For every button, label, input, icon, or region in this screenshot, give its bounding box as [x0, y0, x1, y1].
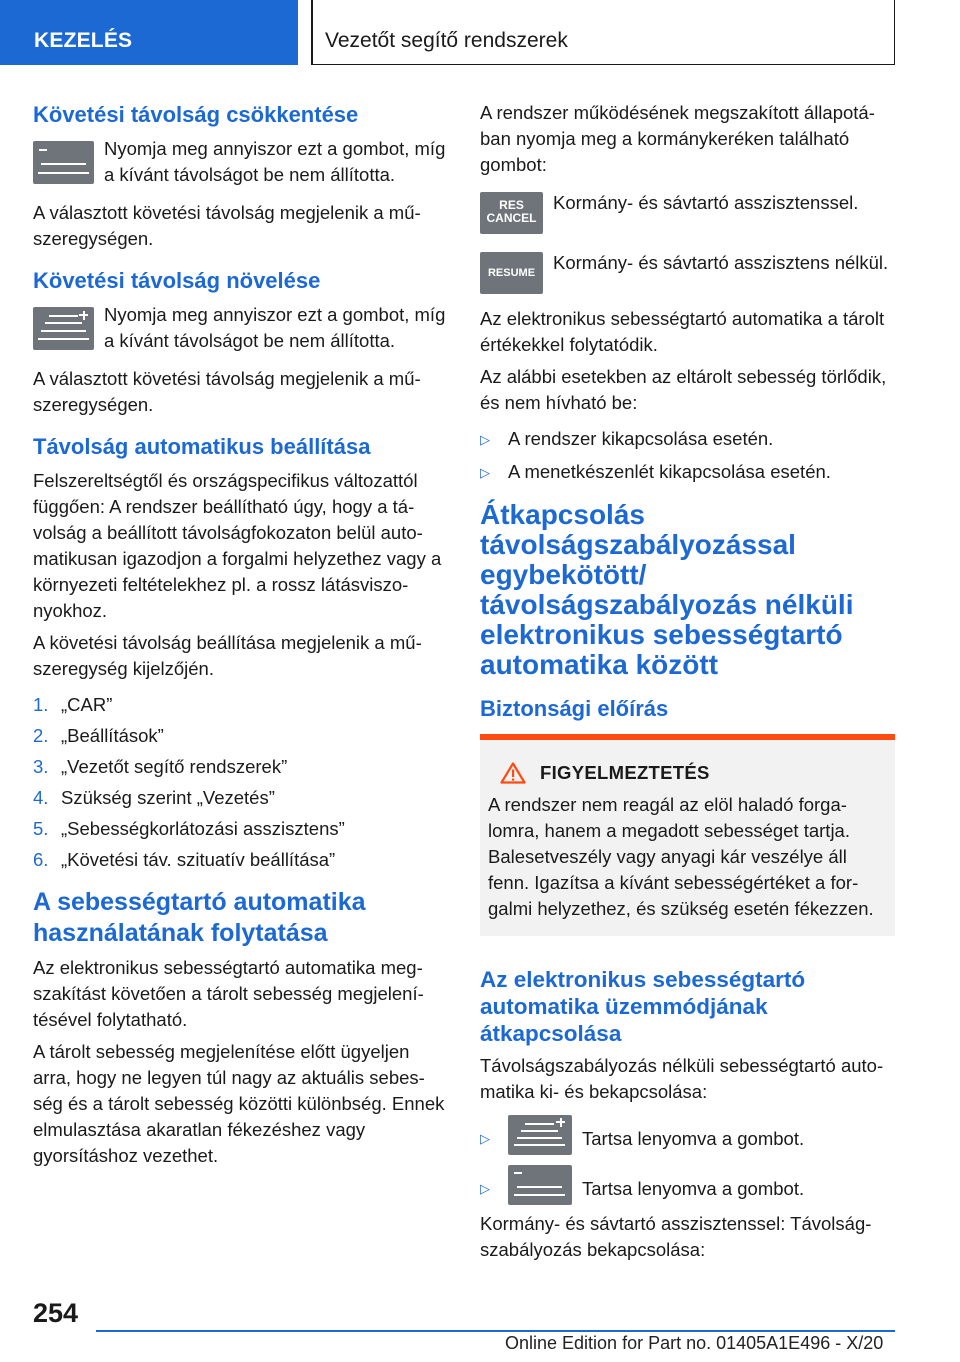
cases-list [480, 426, 895, 486]
heading-mode-switch: Az elektronikus sebességtartó automatika üzemmódjának átkapcsolása [480, 967, 806, 1046]
resume-intro: A rendszer működésének megszakított állapotában nyomja meg a kormánykeréken található gombot: [480, 102, 875, 175]
res-cancel-instruction [480, 190, 895, 234]
cases-paragraph: Az alábbi esetekben az eltárolt sebesség törlődik, és nem hívható be: [480, 366, 887, 413]
warning-text: A rendszer nem reagál az elöl haladó forgalomra, hanem a megadott sebességet tartja. Balesetveszély vagy anyagi kár veszélye áll fenn. Igazítsa a kívánt sebességértéket a forgalmi helyzethez, és szükség esetén fékezzen. [488, 794, 874, 919]
auto-paragraph-1: Felszereltségtől és országspecifikus változattól függően: A rendszer beállítható úgy, hogy a távolság a beállított távolságfokozaton belül automatikusan igazodjon a forgalmi helyzethez vagy a környezeti feltételekhez pl. a rossz látásviszonyokhoz. [33, 470, 442, 621]
warning-header [488, 762, 887, 784]
hold-list [480, 1115, 895, 1205]
resume-paragraph-2: A tárolt sebesség megjelenítése előtt ügyeljen arra, hogy ne legyen túl nagy az aktuális sebesség és a tárolt sebesség közötti különbség. Ennek elmulasztása akaratlan fékezéshez vagy gyorsításhoz vezethet. [33, 1041, 445, 1166]
increase-display-text: A választott követési távolság megjelenik a műszeregységen. [33, 368, 421, 415]
decrease-display-text: A választott követési távolság megjelenik a műszeregységen. [33, 202, 421, 249]
settings-steps [33, 692, 448, 873]
page-number: 254 [33, 1298, 79, 1328]
list-item: 6. „Követési táv. szituatív beállítása” [33, 849, 336, 870]
header-section: KEZELÉS [0, 0, 298, 65]
distance-decrease-icon [33, 141, 94, 184]
increase-instruction [33, 302, 448, 354]
resume-paragraph-1: Az elektronikus sebességtartó automatika megszakítást követően a tárolt sebesség megjelenítésével folytatható. [33, 957, 424, 1030]
warning-triangle-icon [500, 762, 526, 784]
heading-resume: A sebességtartó automatika használatának folytatása [33, 888, 366, 947]
resume-text: Kormány- és sávtartó asszisztens nélkül. [553, 252, 889, 273]
list-item: ▷ Tartsa lenyomva a gombot. [480, 1115, 895, 1155]
list-item: ▷ Tartsa lenyomva a gombot. [480, 1165, 895, 1205]
auto-paragraph-2: A követési távolság beállítása megjelenik a műszeregység kijelzőjén. [33, 632, 422, 679]
continue-paragraph: Az elektronikus sebességtartó automatika a tárolt értékekkel folytatódik. [480, 308, 885, 355]
heading-distance-increase: Követési távolság növelése [33, 268, 321, 293]
res-cancel-text: Kormány- és sávtartó asszisztenssel. [553, 192, 859, 213]
last-paragraph: Kormány- és sávtartó asszisztenssel: Távolságszabályozás bekapcsolása: [480, 1213, 872, 1260]
list-item: 5. „Sebességkorlátozási asszisztens” [33, 818, 345, 839]
footer-edition: Online Edition for Part no. 01405A1E496 - X/20 [505, 1333, 884, 1353]
header-chapter: Vezetőt segítő rendszerek [311, 0, 895, 65]
heading-distance-decrease: Követési távolság csökkentése [33, 102, 359, 127]
increase-button-text: Nyomja meg annyiszor ezt a gombot, míg a kívánt távolságot be nem állította. [104, 304, 446, 351]
heading-auto-distance: Távolság automatikus beállítása [33, 434, 371, 459]
bullet-triangle-icon: ▷ [480, 465, 490, 480]
list-item: 1. „CAR” [33, 694, 113, 715]
distance-increase-icon [33, 307, 94, 350]
warning-box [480, 734, 895, 936]
warning-title: FIGYELMEZTETÉS [540, 762, 710, 783]
footer-rule [96, 1330, 895, 1332]
list-item: 4. Szükség szerint „Vezetés” [33, 787, 275, 808]
decrease-instruction [33, 136, 448, 188]
heading-safety: Biztonsági előírás [480, 696, 669, 721]
decrease-button-text: Nyomja meg annyiszor ezt a gombot, míg a kívánt távolságot be nem állította. [104, 138, 446, 185]
left-column [33, 100, 448, 1179]
list-item: 3. „Vezetőt segítő rendszerek” [33, 756, 288, 777]
mode-paragraph: Távolságszabályozás nélküli sebességtartó automatika ki- és bekapcsolása: [480, 1055, 884, 1102]
list-item: ▷ A menetkészenlét kikapcsolása esetén. [480, 459, 895, 486]
list-item: ▷ A rendszer kikapcsolása esetén. [480, 426, 895, 453]
right-column [480, 100, 895, 1273]
list-item: 2. „Beállítások” [33, 725, 164, 746]
resume-instruction [480, 250, 895, 294]
bullet-triangle-icon: ▷ [480, 1181, 490, 1196]
distance-decrease-icon [508, 1165, 572, 1205]
bullet-triangle-icon: ▷ [480, 432, 490, 447]
bullet-triangle-icon: ▷ [480, 1131, 490, 1146]
resume-button-icon: RESUME [480, 252, 543, 294]
distance-increase-icon [508, 1115, 572, 1155]
res-cancel-button-icon: RES CANCEL [480, 192, 543, 234]
heading-switch: Átkapcsolás távolságszabályozással egybekötött/ távolságszabályozás nélküli elektronikus sebességtartó automatika között [480, 499, 854, 680]
